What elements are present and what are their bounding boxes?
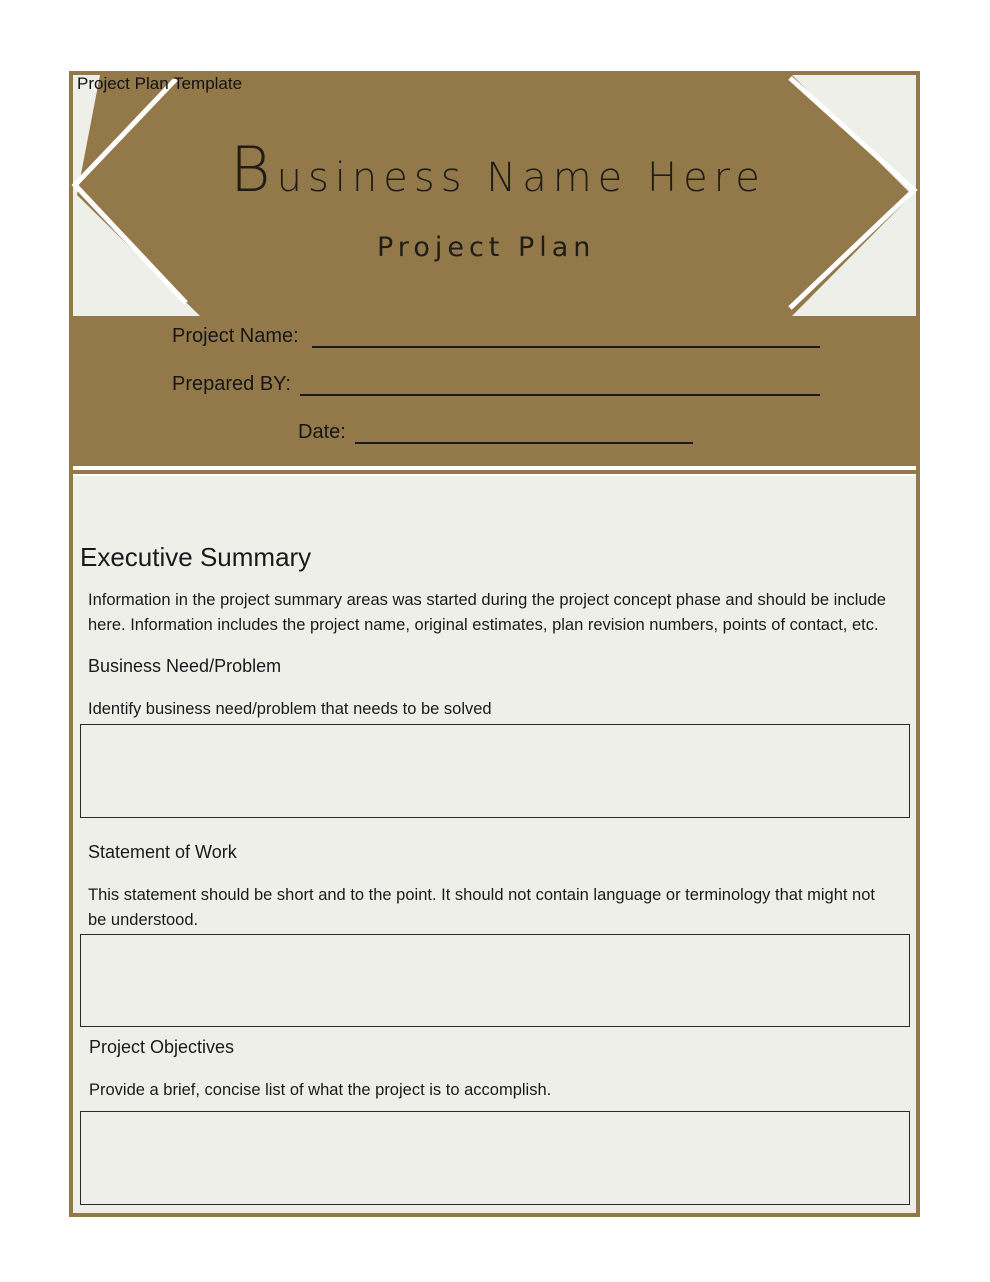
separator-brown xyxy=(73,470,916,474)
business-name: Business Name Here xyxy=(230,133,766,206)
statement-of-work-input-box[interactable] xyxy=(80,934,910,1027)
separator-white xyxy=(73,466,916,470)
project-name-field[interactable] xyxy=(172,325,299,348)
executive-summary-heading: Executive Summary xyxy=(80,542,312,572)
project-objectives-input-box[interactable] xyxy=(80,1111,910,1205)
separator-white-2 xyxy=(73,474,916,476)
document-title: Project Plan xyxy=(377,232,596,263)
statement-of-work-heading: Statement of Work xyxy=(88,842,237,862)
prepared-by-label: Prepared BY: xyxy=(172,373,291,395)
executive-summary-line-2: here. Information includes the project name, original estimates, plan revision numbers, points of contact, etc. xyxy=(88,616,879,634)
executive-summary-line-1: Information in the project summary areas was started during the project concept phase and should be include xyxy=(88,591,886,609)
business-need-input-box[interactable] xyxy=(80,724,910,818)
date-field[interactable] xyxy=(298,421,346,444)
project-name-label: Project Name: xyxy=(172,325,299,347)
date-label: Date: xyxy=(298,421,346,443)
statement-of-work-line-2: be understood. xyxy=(88,911,199,929)
project-objectives-prompt: Provide a brief, concise list of what the project is to accomplish. xyxy=(89,1081,552,1099)
project-objectives-heading: Project Objectives xyxy=(89,1037,235,1057)
template-label: Project Plan Template xyxy=(77,74,243,93)
prepared-by-field[interactable] xyxy=(172,373,291,396)
statement-of-work-line-1: This statement should be short and to the point. It should not contain language or terminology that might not xyxy=(88,886,875,904)
business-need-heading: Business Need/Problem xyxy=(88,656,282,676)
business-need-prompt: Identify business need/problem that needs to be solved xyxy=(88,700,492,718)
